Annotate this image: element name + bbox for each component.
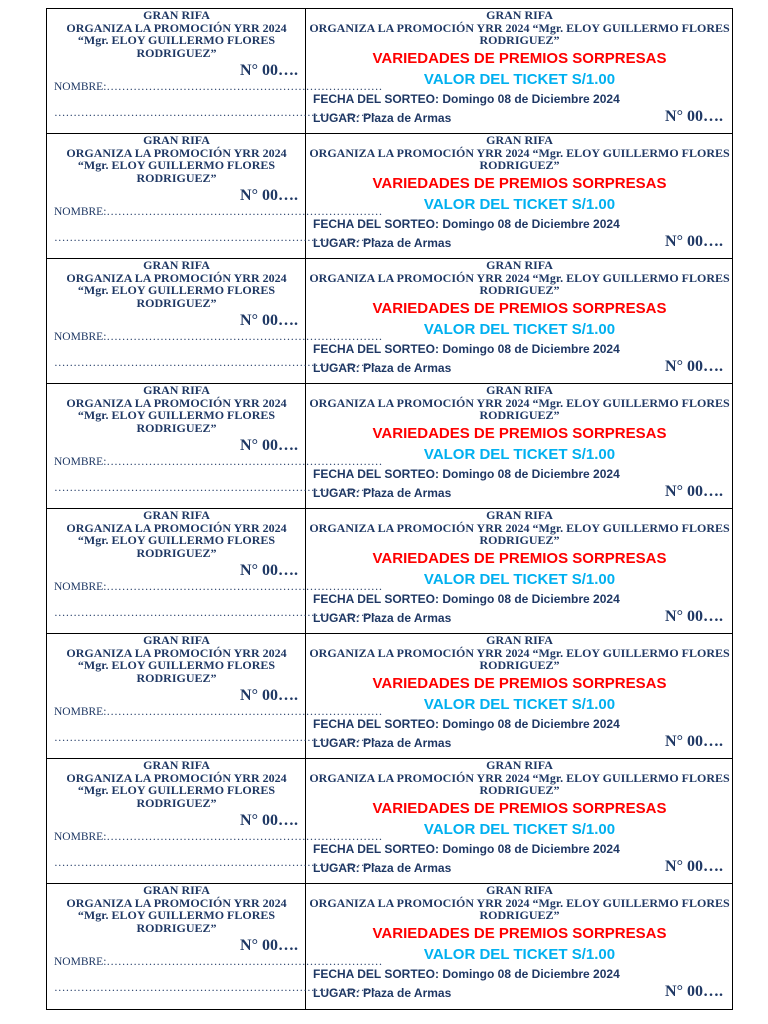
ticket-organizer: ORGANIZA LA PROMOCIÓN YRR 2024 “Mgr. ELOY GUILLERMO FLORES [309,270,730,285]
stub-honoree: “Mgr. ELOY GUILLERMO FLORES [77,158,276,172]
ticket-location: LUGAR: Plaza de Armas [313,486,452,500]
raffle-ticket-row [47,134,733,259]
ticket-title: GRAN RIFA [486,883,553,897]
ticket-title: GRAN RIFA [486,633,553,647]
stub-honoree-surname: RODRIGUEZ” [136,170,217,185]
stub-title: GRAN RIFA [143,258,210,272]
ticket-honoree-surname: RODRIGUEZ” [479,908,560,922]
stub-ticket-number: N° 00…. [240,687,298,704]
ticket-number: N° 00…. [665,858,723,875]
ticket-location: LUGAR: Plaza de Armas [313,236,452,250]
ticket-location: LUGAR: Plaza de Armas [313,111,452,125]
stub-ticket-number: N° 00…. [240,312,298,329]
stub-honoree: “Mgr. ELOY GUILLERMO FLORES [77,408,276,422]
ticket-number: N° 00…. [665,983,723,1000]
stub-title: GRAN RIFA [143,883,210,897]
ticket-draw-date: FECHA DEL SORTEO: Domingo 08 de Diciembre 2024 [313,592,620,606]
stub-blank-line: ………………………………………………………………………… [54,982,376,994]
ticket-price: VALOR DEL TICKET S/1.00 [423,446,616,463]
ticket-number: N° 00…. [665,108,723,125]
ticket-main [306,509,733,633]
stub-organizer: ORGANIZA LA PROMOCIÓN YRR 2024 [66,20,287,35]
ticket-prizes: VARIEDADES DE PREMIOS SORPRESAS [372,675,667,692]
stub-title: GRAN RIFA [143,758,210,772]
stub-honoree-surname: RODRIGUEZ” [136,420,217,435]
ticket-prizes: VARIEDADES DE PREMIOS SORPRESAS [372,175,667,192]
ticket-title: GRAN RIFA [486,383,553,397]
stub-name-field: NOMBRE:……………………………………………………………… [54,581,383,593]
ticket-title: GRAN RIFA [486,133,553,147]
ticket-draw-date: FECHA DEL SORTEO: Domingo 08 de Diciembre 2024 [313,967,620,981]
ticket-header [306,509,733,547]
ticket-organizer: ORGANIZA LA PROMOCIÓN YRR 2024 “Mgr. ELOY GUILLERMO FLORES [309,520,730,535]
raffle-ticket-row [47,259,733,384]
ticket-draw-date: FECHA DEL SORTEO: Domingo 08 de Diciembre 2024 [313,217,620,231]
ticket-location: LUGAR: Plaza de Armas [313,361,452,375]
ticket-header [306,384,733,422]
ticket-main [306,9,733,133]
stub-honoree-surname: RODRIGUEZ” [136,295,217,310]
stub-title: GRAN RIFA [143,633,210,647]
stub-name-field: NOMBRE:……………………………………………………………… [54,456,383,468]
stub-blank-line: ………………………………………………………………………… [54,357,376,369]
stub-honoree-surname: RODRIGUEZ” [136,920,217,935]
ticket-organizer: ORGANIZA LA PROMOCIÓN YRR 2024 “Mgr. ELOY GUILLERMO FLORES [309,395,730,410]
stub-title: GRAN RIFA [143,133,210,147]
stub-ticket-number: N° 00…. [240,937,298,954]
stub-ticket-number: N° 00…. [240,62,298,79]
ticket-prizes: VARIEDADES DE PREMIOS SORPRESAS [372,425,667,442]
stub-title: GRAN RIFA [143,8,210,22]
stub-honoree-surname: RODRIGUEZ” [136,795,217,810]
ticket-draw-date: FECHA DEL SORTEO: Domingo 08 de Diciembre 2024 [313,842,620,856]
stub-honoree: “Mgr. ELOY GUILLERMO FLORES [77,283,276,297]
ticket-price: VALOR DEL TICKET S/1.00 [423,696,616,713]
stub-header [47,259,306,309]
ticket-title: GRAN RIFA [486,508,553,522]
ticket-prizes: VARIEDADES DE PREMIOS SORPRESAS [372,550,667,567]
ticket-draw-date: FECHA DEL SORTEO: Domingo 08 de Diciembre 2024 [313,92,620,106]
stub-blank-line: ………………………………………………………………………… [54,857,376,869]
ticket-title: GRAN RIFA [486,258,553,272]
ticket-header [306,9,733,47]
ticket-price: VALOR DEL TICKET S/1.00 [423,946,616,963]
stub-honoree-surname: RODRIGUEZ” [136,45,217,60]
ticket-price: VALOR DEL TICKET S/1.00 [423,321,616,338]
ticket-prizes: VARIEDADES DE PREMIOS SORPRESAS [372,50,667,67]
ticket-price: VALOR DEL TICKET S/1.00 [423,571,616,588]
raffle-ticket-row [47,634,733,759]
stub-blank-line: ………………………………………………………………………… [54,607,376,619]
ticket-header [306,884,733,922]
ticket-location: LUGAR: Plaza de Armas [313,736,452,750]
ticket-location: LUGAR: Plaza de Armas [313,611,452,625]
stub-organizer: ORGANIZA LA PROMOCIÓN YRR 2024 [66,520,287,535]
ticket-number: N° 00…. [665,358,723,375]
raffle-ticket-row [47,384,733,509]
ticket-honoree-surname: RODRIGUEZ” [479,33,560,47]
ticket-honoree-surname: RODRIGUEZ” [479,158,560,172]
stub-honoree-surname: RODRIGUEZ” [136,545,217,560]
stub-blank-line: ………………………………………………………………………… [54,107,376,119]
stub-honoree: “Mgr. ELOY GUILLERMO FLORES [77,533,276,547]
ticket-prizes: VARIEDADES DE PREMIOS SORPRESAS [372,925,667,942]
stub-name-field: NOMBRE:……………………………………………………………… [54,706,383,718]
ticket-number: N° 00…. [665,483,723,500]
stub-organizer: ORGANIZA LA PROMOCIÓN YRR 2024 [66,145,287,160]
stub-honoree: “Mgr. ELOY GUILLERMO FLORES [77,783,276,797]
ticket-prizes: VARIEDADES DE PREMIOS SORPRESAS [372,300,667,317]
stub-name-field: NOMBRE:……………………………………………………………… [54,956,383,968]
stub-header [47,384,306,434]
stub-header [47,509,306,559]
stub-honoree: “Mgr. ELOY GUILLERMO FLORES [77,908,276,922]
stub-header [47,759,306,809]
stub-blank-line: ………………………………………………………………………… [54,232,376,244]
stub-organizer: ORGANIZA LA PROMOCIÓN YRR 2024 [66,395,287,410]
ticket-location: LUGAR: Plaza de Armas [313,861,452,875]
ticket-draw-date: FECHA DEL SORTEO: Domingo 08 de Diciembre 2024 [313,717,620,731]
ticket-main [306,259,733,383]
ticket-draw-date: FECHA DEL SORTEO: Domingo 08 de Diciembre 2024 [313,467,620,481]
ticket-draw-date: FECHA DEL SORTEO: Domingo 08 de Diciembre 2024 [313,342,620,356]
stub-header [47,9,306,59]
ticket-title: GRAN RIFA [486,8,553,22]
raffle-ticket-row [47,884,733,1010]
stub-organizer: ORGANIZA LA PROMOCIÓN YRR 2024 [66,895,287,910]
ticket-header [306,759,733,797]
stub-title: GRAN RIFA [143,383,210,397]
ticket-organizer: ORGANIZA LA PROMOCIÓN YRR 2024 “Mgr. ELOY GUILLERMO FLORES [309,20,730,35]
ticket-price: VALOR DEL TICKET S/1.00 [423,196,616,213]
ticket-title: GRAN RIFA [486,758,553,772]
stub-honoree: “Mgr. ELOY GUILLERMO FLORES [77,33,276,47]
stub-organizer: ORGANIZA LA PROMOCIÓN YRR 2024 [66,270,287,285]
ticket-honoree-surname: RODRIGUEZ” [479,783,560,797]
stub-organizer: ORGANIZA LA PROMOCIÓN YRR 2024 [66,770,287,785]
ticket-organizer: ORGANIZA LA PROMOCIÓN YRR 2024 “Mgr. ELOY GUILLERMO FLORES [309,645,730,660]
stub-header [47,634,306,684]
ticket-header [306,634,733,672]
ticket-number: N° 00…. [665,733,723,750]
ticket-honoree-surname: RODRIGUEZ” [479,283,560,297]
ticket-organizer: ORGANIZA LA PROMOCIÓN YRR 2024 “Mgr. ELOY GUILLERMO FLORES [309,770,730,785]
stub-ticket-number: N° 00…. [240,562,298,579]
stub-blank-line: ………………………………………………………………………… [54,482,376,494]
stub-title: GRAN RIFA [143,508,210,522]
ticket-main [306,634,733,758]
ticket-main [306,759,733,883]
stub-ticket-number: N° 00…. [240,437,298,454]
ticket-header [306,134,733,172]
ticket-price: VALOR DEL TICKET S/1.00 [423,71,616,88]
stub-header [47,134,306,184]
raffle-ticket-row [47,9,733,134]
stub-header [47,884,306,934]
stub-name-field: NOMBRE:……………………………………………………………… [54,831,383,843]
ticket-number: N° 00…. [665,608,723,625]
ticket-number: N° 00…. [665,233,723,250]
stub-name-field: NOMBRE:……………………………………………………………… [54,331,383,343]
ticket-honoree-surname: RODRIGUEZ” [479,658,560,672]
ticket-organizer: ORGANIZA LA PROMOCIÓN YRR 2024 “Mgr. ELOY GUILLERMO FLORES [309,145,730,160]
stub-name-field: NOMBRE:……………………………………………………………… [54,206,383,218]
stub-honoree-surname: RODRIGUEZ” [136,670,217,685]
ticket-prizes: VARIEDADES DE PREMIOS SORPRESAS [372,800,667,817]
ticket-main [306,884,733,1009]
ticket-header [306,259,733,297]
stub-name-field: NOMBRE:……………………………………………………………… [54,81,383,93]
ticket-location: LUGAR: Plaza de Armas [313,986,452,1000]
raffle-ticket-row [47,759,733,884]
ticket-main [306,134,733,258]
stub-ticket-number: N° 00…. [240,187,298,204]
ticket-organizer: ORGANIZA LA PROMOCIÓN YRR 2024 “Mgr. ELOY GUILLERMO FLORES [309,895,730,910]
stub-ticket-number: N° 00…. [240,812,298,829]
ticket-honoree-surname: RODRIGUEZ” [479,533,560,547]
raffle-ticket-row [47,509,733,634]
stub-honoree: “Mgr. ELOY GUILLERMO FLORES [77,658,276,672]
raffle-ticket-sheet [46,8,733,1010]
stub-organizer: ORGANIZA LA PROMOCIÓN YRR 2024 [66,645,287,660]
ticket-price: VALOR DEL TICKET S/1.00 [423,821,616,838]
ticket-honoree-surname: RODRIGUEZ” [479,408,560,422]
stub-blank-line: ………………………………………………………………………… [54,732,376,744]
ticket-main [306,384,733,508]
